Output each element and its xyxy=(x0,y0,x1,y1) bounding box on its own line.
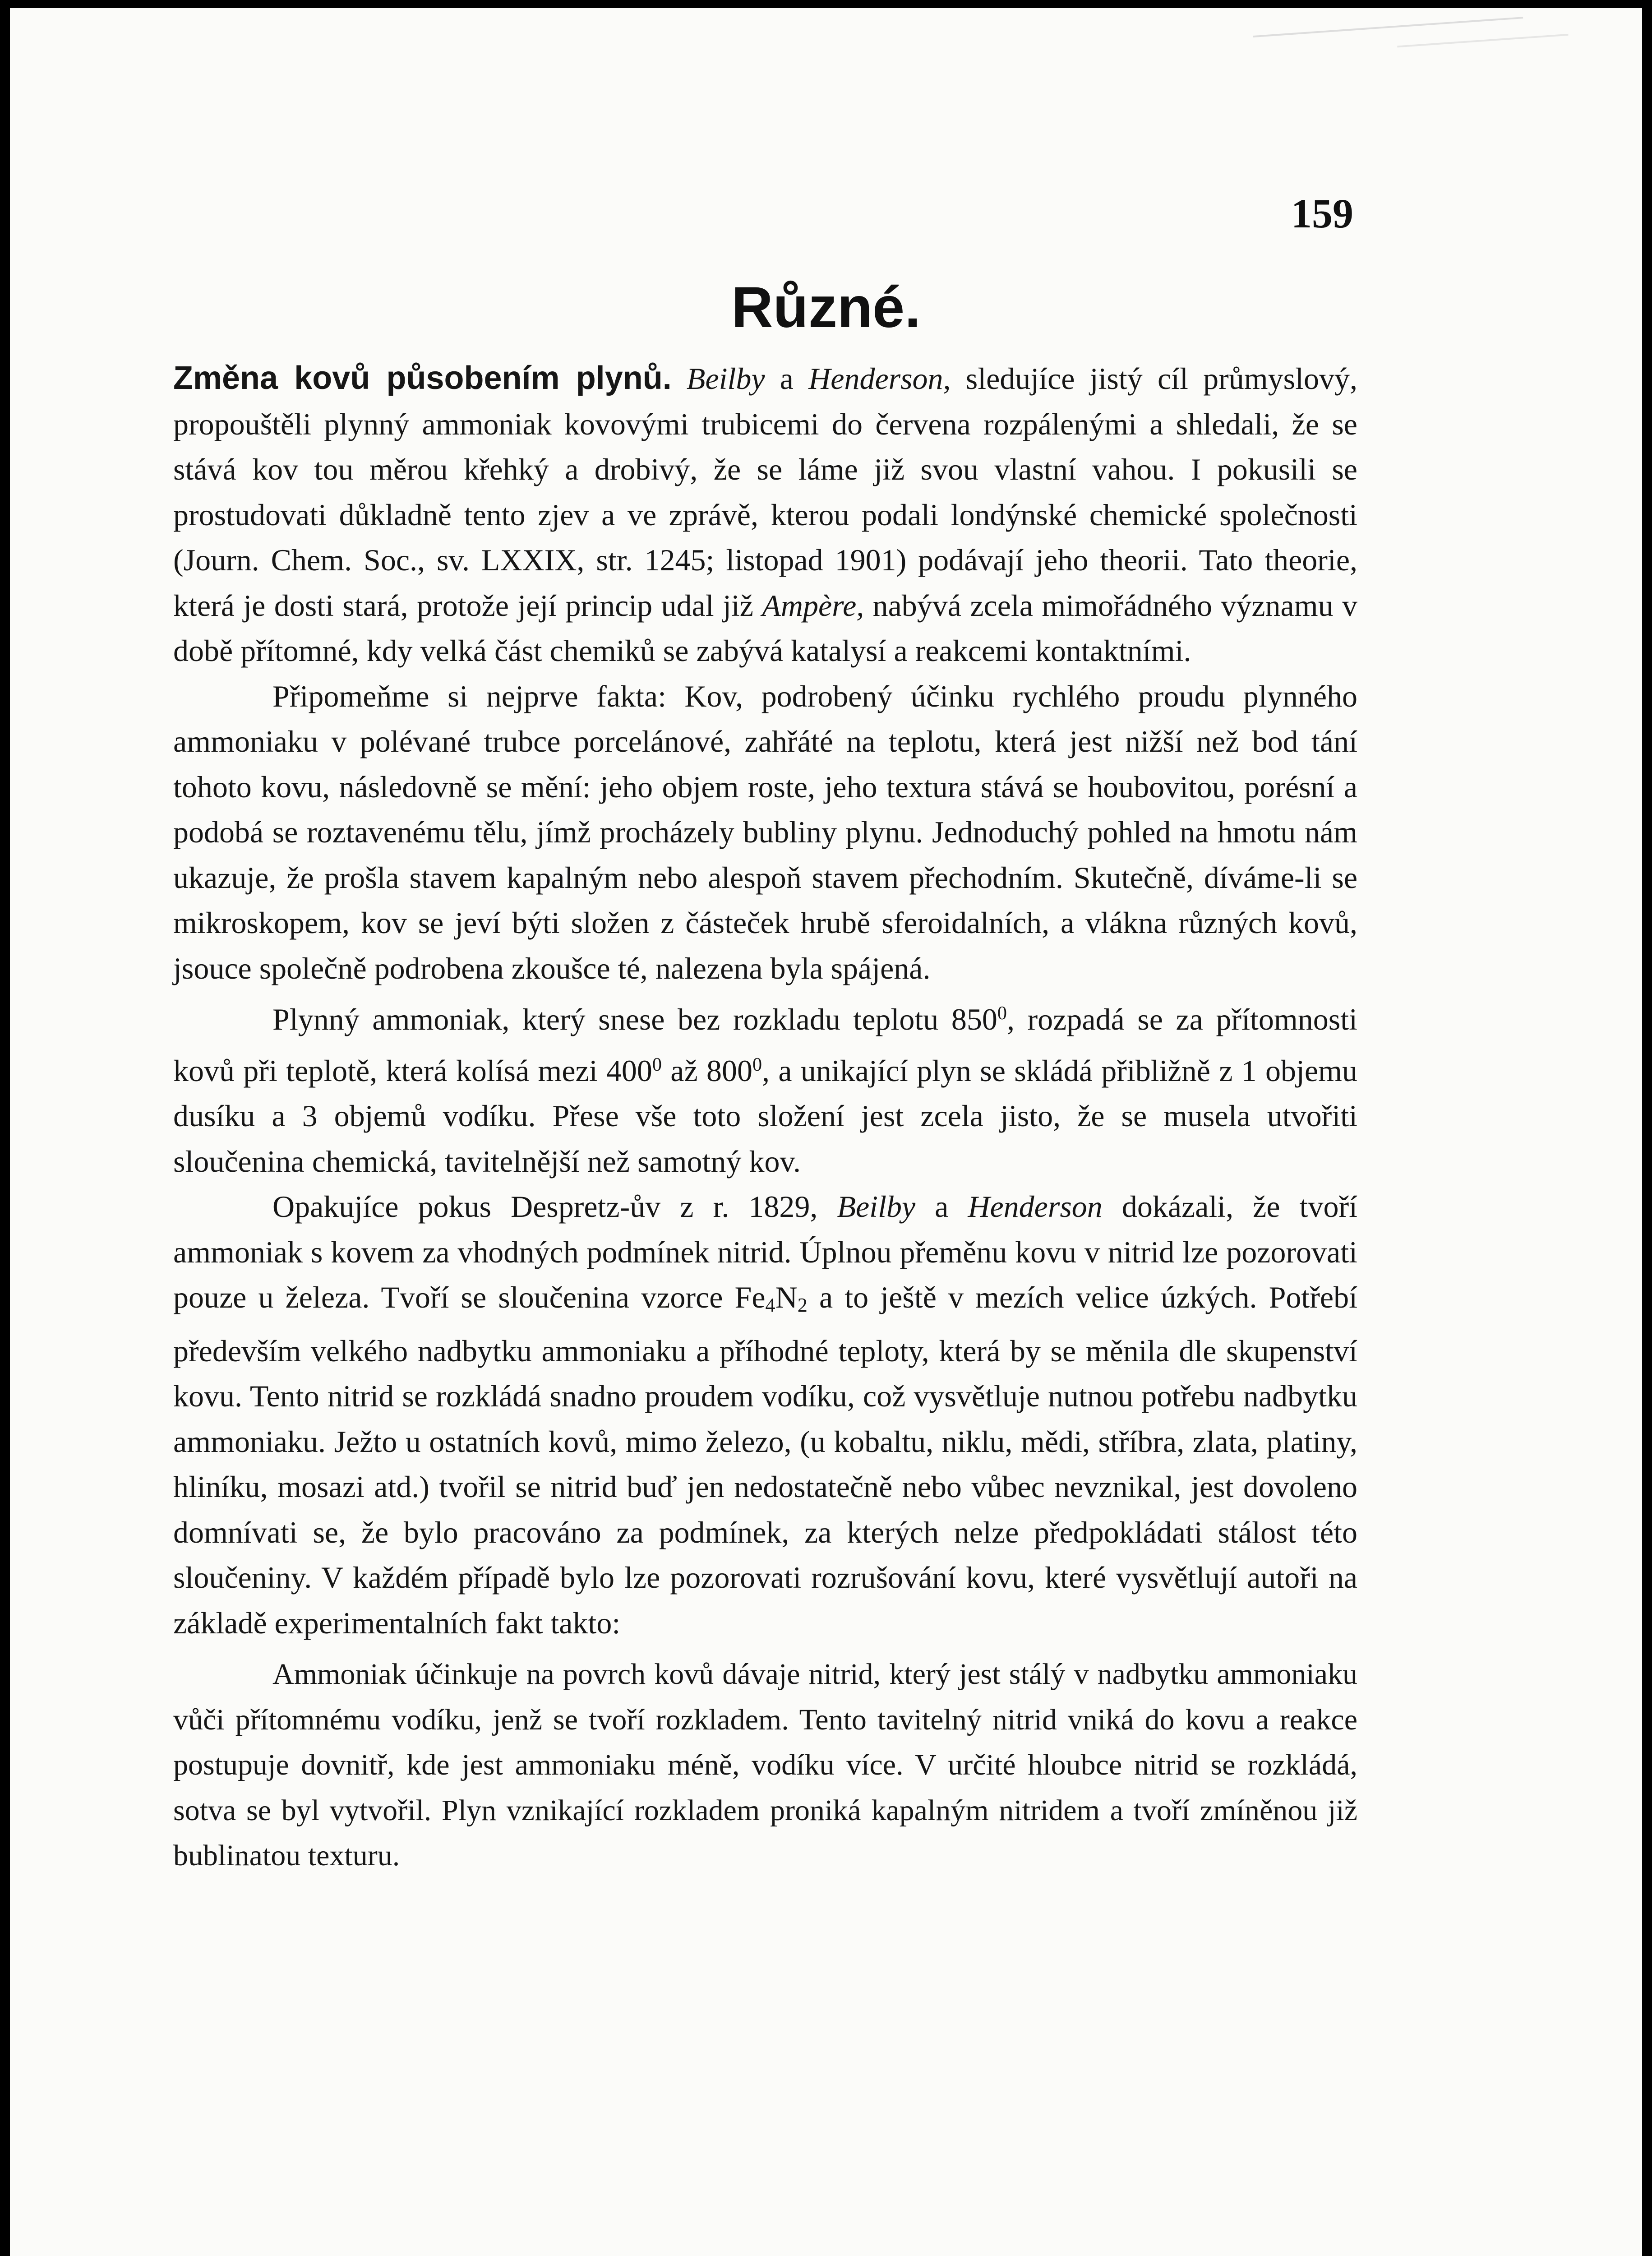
degree-superscript: 0 xyxy=(997,1003,1007,1024)
text-run: a to ještě v mezích velice úzkých. Potřebí především velkého nadbytku ammoniaku a příhodné teploty, která by se měnila dle skupenství kovu. Tento nitrid se rozkládá snadno proudem vodíku, což vysvětluje nutnou potřebu nadbytku ammoniaku. Ježto u ostatních kovů, mimo železo, (u kobaltu, niklu, mědi, stříbra, zlata, platiny, hliníku, mosazi atd.) tvořil se nitrid buď jen nedostatečně nebo vůbec nevznikal, jest dovoleno domnívati se, že bylo pracováno za podmínek, za kterých nelze předpokládati stálost této sloučeniny. V každém případě bylo lze pozorovati rozrušování kovu, které vysvětlují autoři na základě experimentalních fakt takto: xyxy=(173,1280,1358,1640)
section-title: Různé. xyxy=(731,275,921,340)
text-run: , rozpadá se za přítomnosti kovů při teplotě, která kolísá mezi 400 xyxy=(173,1002,1357,1088)
text-run: a xyxy=(765,361,809,396)
scanned-page xyxy=(10,8,1642,2256)
degree-superscript: 0 xyxy=(752,1054,762,1075)
text-run: až 800 xyxy=(661,1053,752,1088)
text-run: N xyxy=(775,1280,798,1315)
degree-superscript: 0 xyxy=(652,1054,662,1075)
text-run: Opakujíce pokus Despretz-ův z r. 1829, xyxy=(272,1189,837,1224)
formula-subscript: 2 xyxy=(797,1294,808,1317)
paragraph-1 xyxy=(173,356,1357,674)
paragraph-2: Připomeňme si nejprve fakta: Kov, podrobený účinku rychlého proudu plynného ammoniaku v polévané trubce porcelánové, zahřáté na teplotu, která jest nižší než bod tání tohoto kovu, následovně se mění: jeho objem roste, jeho textura stává se houbovitou, porésní a podobá se roztavenému tělu, jímž procházely bubliny plynu. Jednoduchý pohled na hmotu nám ukazuje, že prošla stavem kapalným nebo alespoň stavem přechodním. Skutečně, díváme-li se mikroskopem, kov se jeví býti složen z částeček hrubě sferoidalních, a vlákna různých kovů, jsouce společně podrobena zkoušce té, nalezena byla spájená. xyxy=(173,679,1357,985)
person-name: Ampère, xyxy=(762,588,864,623)
page-number: 159 xyxy=(1291,190,1353,236)
article-heading: Změna kovů působením plynů. xyxy=(173,360,672,396)
formula-subscript: 4 xyxy=(765,1294,775,1317)
paragraph-3 xyxy=(173,991,1357,1184)
text-run: nabývá zcela mimořádného významu v době přítomné, kdy velká část chemiků se zabývá katalysí a reakcemi kontaktními. xyxy=(173,588,1357,668)
article-body xyxy=(173,356,1357,1879)
text-run: Plynný ammoniak, který snese bez rozkladu teplotu 850 xyxy=(272,1002,997,1037)
author-name: Beilby xyxy=(686,361,765,396)
author-name: Beilby xyxy=(837,1189,916,1224)
text-run: a xyxy=(915,1189,968,1224)
author-name: Henderson xyxy=(968,1189,1103,1224)
paragraph-5: Ammoniak účinkuje na povrch kovů dávaje nitrid, který jest stálý v nadbytku ammoniaku vůči přítomnému vodíku, jenž se tvoří rozkladem. Tento tavitelný nitrid vniká do kovu a reakce postupuje dovnitř, kde jest ammoniaku méně, vodíku více. V určité hloubce nitrid se rozkládá, sotva se byl vytvořil. Plyn vznikající rozkladem proniká kapalným nitridem a tvoří zmíněnou již bublinatou texturu. xyxy=(173,1658,1357,1872)
text-run: , a unikající plyn se skládá přibližně z 1 objemu dusíku a 3 objemů vodíku. Přese vše toto složení jest zcela jisto, že se musela utvořiti sloučenina chemická, tavitelnější než samotný kov. xyxy=(173,1053,1357,1179)
text-run: dokázali, že tvoří ammoniak s kovem za vhodných podmínek nitrid. Úplnou přeměnu kovu v nitrid lze pozorovati pouze u železa. Tvoří se sloučenina vzorce Fe xyxy=(173,1189,1358,1315)
text-run xyxy=(672,361,687,396)
author-name: Henderson, xyxy=(808,361,951,396)
text-run: sledujíce jistý cíl průmyslový, propouštěli plynný ammoniak kovovými trubicemi do červena rozpálenými a shledali, že se stává kov tou měrou křehký a drobivý, že se láme již svou vlastní vahou. I pokusili se prostudovati důkladně tento zjev a ve zprávě, kterou podali londýnské chemické společnosti (Journ. Chem. Soc., sv. LXXIX, str. 1245; listopad 1901) podávají jeho theorii. Tato theorie, která je dosti stará, protože její princip udal již xyxy=(173,361,1358,623)
paragraph-4 xyxy=(173,1184,1357,1646)
